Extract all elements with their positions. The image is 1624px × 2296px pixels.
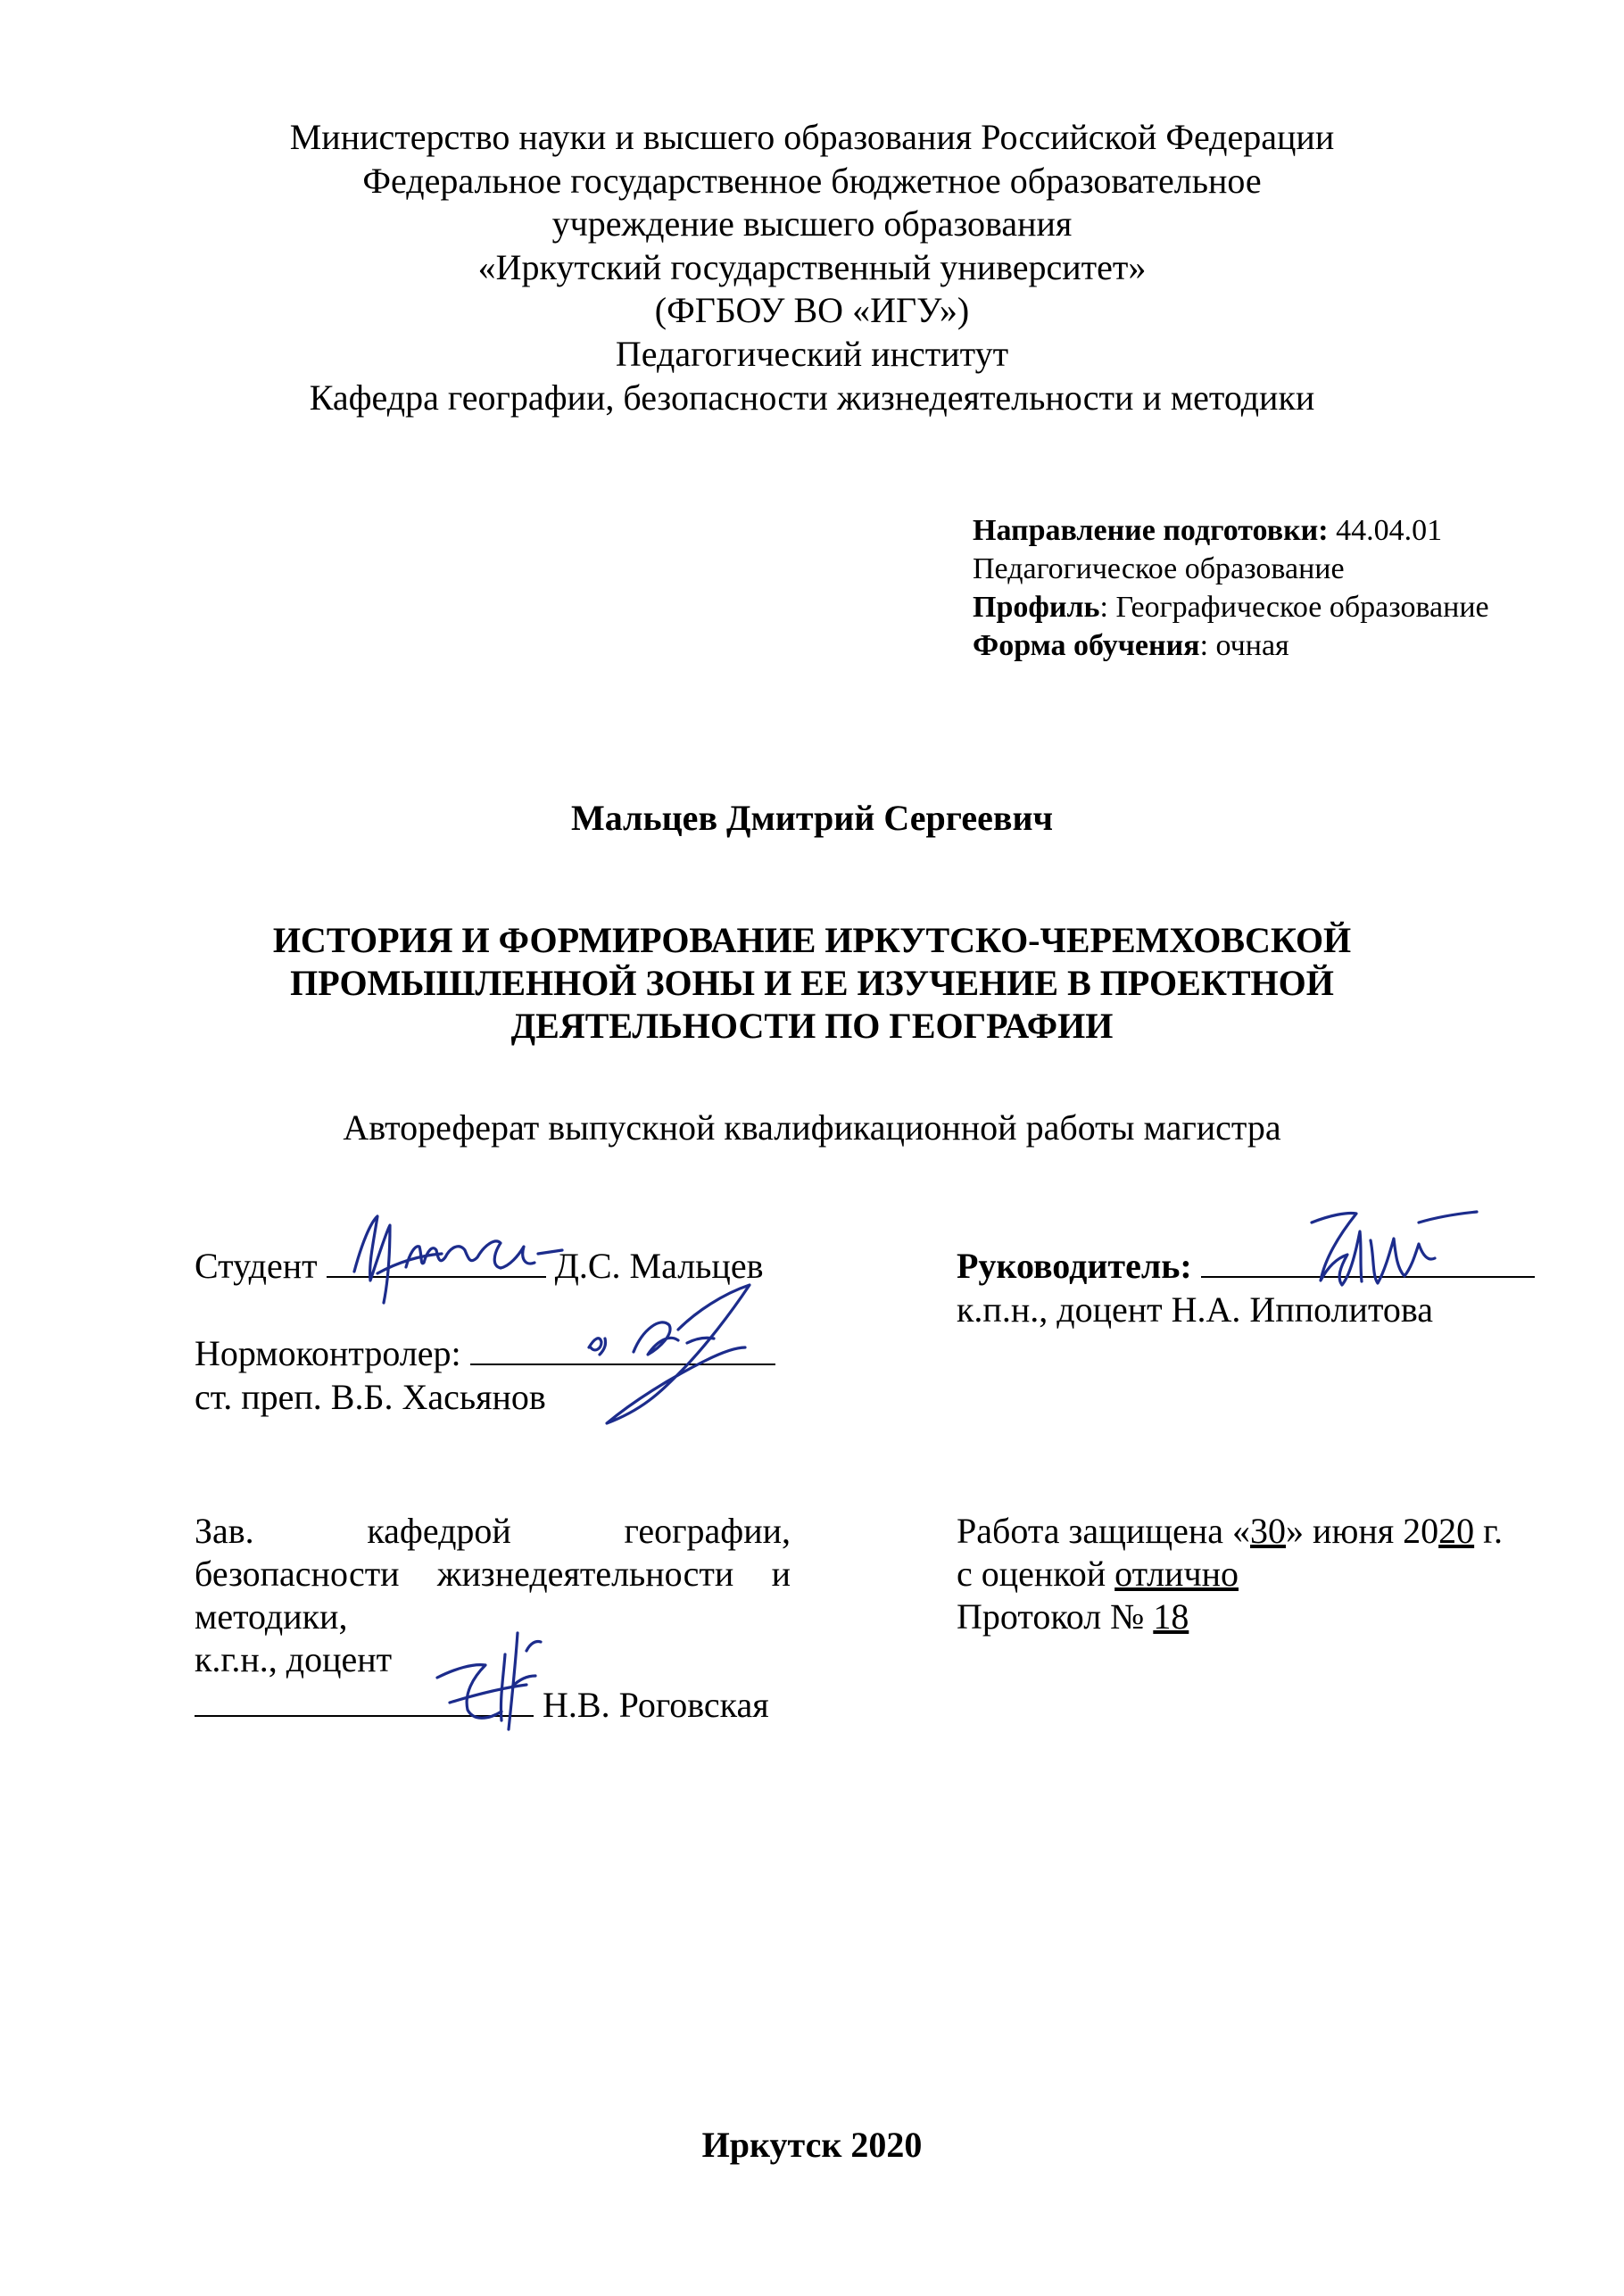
direction-line [973, 511, 1489, 550]
defense-grade: отлично [1114, 1554, 1239, 1594]
direction-name: Педагогическое образование [973, 552, 1345, 585]
student-signature [335, 1191, 576, 1316]
normcontrol-name: ст. преп. В.Б. Хасьянов [195, 1377, 546, 1417]
head-line: безопасности жизнедеятельности и [195, 1554, 791, 1594]
head-line [195, 1510, 791, 1553]
normcontrol-signature [571, 1276, 785, 1437]
student-name: Д.С. Мальцев [554, 1246, 764, 1286]
head-line: методики, [195, 1596, 348, 1637]
defense-grade-line [957, 1553, 1503, 1596]
study-direction-block [973, 511, 1489, 665]
document-subtitle: Автореферат выпускной квалификационной работы магистра [343, 1107, 1281, 1148]
defense-text: » июня 20 [1286, 1511, 1439, 1551]
supervisor-name: к.п.н., доцент Н.А. Ипполитова [957, 1289, 1434, 1330]
study-form-line [973, 626, 1489, 665]
normcontrol-label: Нормоконтролер: [195, 1333, 461, 1373]
supervisor-signature [1285, 1196, 1499, 1303]
head-signature [419, 1624, 571, 1740]
title-line: ДЕЯТЕЛЬНОСТИ ПО ГЕОГРАФИИ [510, 1006, 1114, 1046]
header-line: Педагогический институт [615, 333, 1009, 374]
defense-text: Протокол № [957, 1596, 1154, 1637]
defense-info-block [957, 1510, 1503, 1638]
student-label: Студент [195, 1246, 318, 1286]
header-line: учреждение высшего образования [551, 203, 1073, 245]
defense-day: 30 [1250, 1511, 1287, 1551]
head-line: к.г.н., доцент [195, 1639, 393, 1679]
study-form-value: : очная [1199, 629, 1289, 662]
thesis-title [0, 919, 1624, 1048]
head-word: географии, [624, 1511, 791, 1551]
profile-value: : Географическое образование [1099, 591, 1489, 624]
profile-line [973, 588, 1489, 626]
defense-date-line [957, 1510, 1503, 1553]
header-line: Федеральное государственное бюджетное образовательное [362, 160, 1262, 201]
header-line: Кафедра географии, безопасности жизнедеятельности и методики [309, 377, 1315, 418]
author-name: Мальцев Дмитрий Сергеевич [570, 798, 1054, 838]
header-line: Министерство науки и высшего образования Российской Федерации [289, 117, 1335, 157]
direction-label: Направление подготовки: [973, 514, 1329, 547]
head-name: Н.В. Роговская [543, 1685, 769, 1725]
defense-text: г. [1474, 1511, 1504, 1551]
city-year: Иркутск 2020 [701, 2125, 923, 2165]
defense-year: 20 [1438, 1511, 1475, 1551]
study-form-label: Форма обучения [973, 629, 1200, 662]
institution-header [0, 116, 1624, 419]
supervisor-label: Руководитель: [957, 1246, 1192, 1286]
defense-text: с оценкой [957, 1554, 1115, 1594]
head-word: кафедрой [367, 1511, 511, 1551]
defense-protocol-number: 18 [1153, 1596, 1189, 1637]
header-line: (ФГБОУ ВО «ИГУ») [654, 290, 970, 331]
title-line: ИСТОРИЯ И ФОРМИРОВАНИЕ ИРКУТСКО-ЧЕРЕМХОВСКОЙ [272, 920, 1352, 960]
defense-text: Работа защищена « [957, 1511, 1251, 1551]
title-line: ПРОМЫШЛЕННОЙ ЗОНЫ И ЕЕ ИЗУЧЕНИЕ В ПРОЕКТНОЙ [290, 963, 1334, 1003]
direction-code: 44.04.01 [1336, 514, 1443, 547]
header-line: «Иркутский государственный университет» [477, 246, 1147, 287]
defense-protocol-line [957, 1596, 1503, 1638]
profile-label: Профиль [973, 591, 1100, 624]
head-word: Зав. [195, 1511, 254, 1551]
